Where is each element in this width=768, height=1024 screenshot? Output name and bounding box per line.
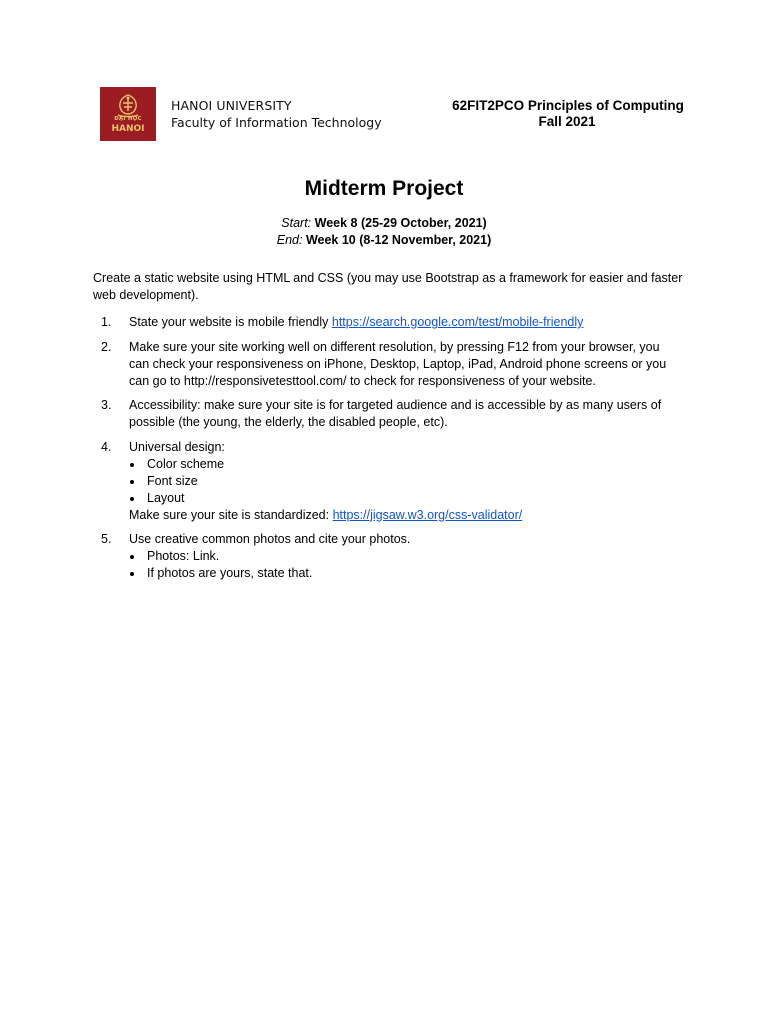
logo-text: HANOI — [111, 124, 145, 134]
item-number: 1. — [101, 315, 112, 329]
faculty-name: Faculty of Information Technology — [171, 115, 382, 130]
intro-paragraph: Create a static website using HTML and CSS (you may use Bootstrap as a framework for easier and faster web development). — [93, 271, 683, 302]
list-item — [93, 314, 683, 331]
end-date — [0, 232, 768, 249]
item-number: 5. — [101, 532, 112, 546]
list-item — [93, 531, 683, 582]
hanoi-university-logo — [100, 87, 156, 141]
end-value: Week 10 (8-12 November, 2021) — [305, 233, 492, 247]
start-date — [0, 215, 768, 232]
item-text: Make sure your site working well on different resolution, by pressing F12 from your browser, you can check your responsiveness on iPhone, Desktop, Laptop, iPad, Android phone screens or you can go to http://responsivetesttool.com/ to check for responsiveness of your website. — [129, 339, 667, 388]
css-validator-link[interactable]: https://jigsaw.w3.org/css-validator/ — [332, 507, 523, 522]
logo-text-small: ĐẠI HỌC — [114, 116, 142, 122]
bullet-list — [129, 548, 683, 582]
bullet-item: Font size — [129, 473, 683, 490]
list-item — [93, 439, 683, 524]
item-text: Accessibility: make sure your site is for targeted audience and is accessible by as many users of possible (the young, the elderly, the disabled people, etc). — [129, 398, 662, 429]
university-info — [171, 97, 382, 131]
item-text: Use creative common photos and cite your photos. — [129, 532, 411, 546]
standardized-line — [129, 507, 683, 524]
list-item — [93, 339, 683, 390]
bullet-item: If photos are yours, state that. — [129, 565, 683, 582]
requirements-list — [93, 314, 683, 590]
item-number: 3. — [101, 398, 112, 412]
item-after-text: Make sure your site is standardized: — [129, 507, 333, 522]
item-text: Universal design: — [129, 439, 225, 454]
page-title: Midterm Project — [304, 177, 464, 200]
project-dates — [0, 215, 768, 249]
start-label: Start: — [281, 216, 312, 230]
bullet-item: Layout — [129, 490, 683, 507]
end-label: End: — [276, 233, 303, 247]
item-number: 4. — [101, 439, 112, 454]
item-text: State your website is mobile friendly — [129, 315, 332, 329]
bullet-item: Color scheme — [129, 456, 683, 473]
start-value: Week 8 (25-29 October, 2021) — [314, 216, 487, 230]
bullet-item: Photos: Link. — [129, 548, 683, 565]
mobile-friendly-link[interactable]: https://search.google.com/test/mobile-friendly — [331, 315, 584, 329]
item-number: 2. — [101, 339, 112, 354]
course-term: Fall 2021 — [538, 114, 596, 129]
course-info — [374, 98, 694, 130]
course-title: 62FIT2PCO Principles of Computing — [452, 98, 684, 113]
bullet-list — [129, 456, 683, 507]
university-name: HANOI UNIVERSITY — [171, 98, 292, 113]
list-item — [93, 397, 683, 431]
